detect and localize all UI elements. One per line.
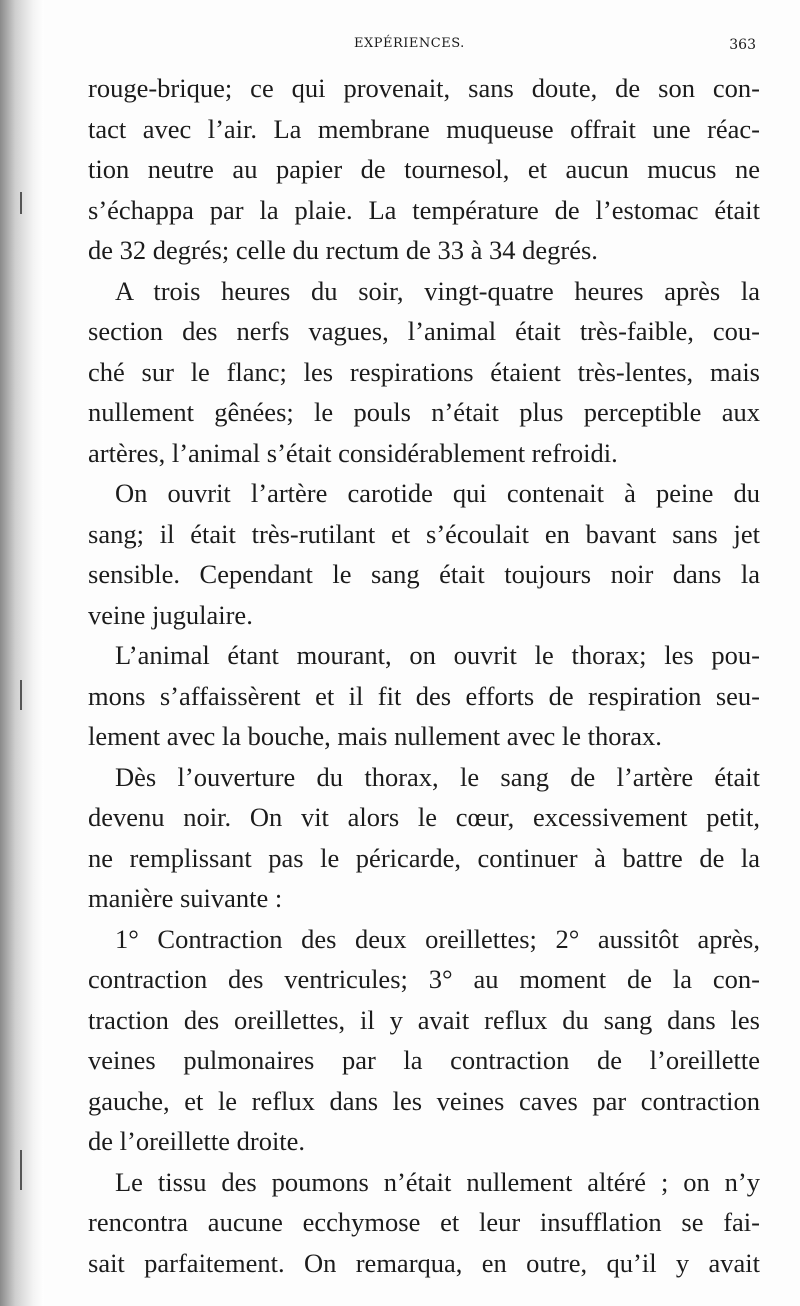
text-line: tion neutre au papier de tournesol, et aucun mucus ne xyxy=(88,154,760,184)
text-line: rouge-brique; ce qui provenait, sans doute, de son con- xyxy=(88,73,760,103)
page-header xyxy=(44,34,800,58)
binding-shadow xyxy=(0,0,44,1306)
text-line: section des nerfs vagues, l’animal était très-faible, cou- xyxy=(88,316,760,346)
text-line: gauche, et le reflux dans les veines caves par contraction xyxy=(88,1085,760,1116)
text-line: tact avec l’air. La membrane muqueuse offrait une réac- xyxy=(88,113,760,144)
text-line: Le tissu des poumons n’était nullement altéré ; on n’y xyxy=(115,1166,760,1197)
text-line: ché sur le flanc; les respirations étaient très-lentes, mais xyxy=(88,356,760,387)
text-line: On ouvrit l’artère carotide qui contenait à peine du xyxy=(115,478,760,508)
text-line: sang; il était très-rutilant et s’écoulait en bavant sans jet xyxy=(88,518,760,549)
book-page xyxy=(44,0,800,1306)
text-line: sait parfaitement. On remarqua, en outre, qu’il y avait xyxy=(88,1247,760,1278)
text-line: lement avec la bouche, mais nullement avec le thorax. xyxy=(88,721,662,751)
text-line: mons s’affaissèrent et il fit des efforts de respiration seu- xyxy=(88,680,760,711)
text-line: rencontra aucune ecchymose et leur insufflation se fai- xyxy=(88,1207,760,1237)
text-line: traction des oreillettes, il y avait reflux du sang dans les xyxy=(88,1004,760,1035)
page-number: 363 xyxy=(729,37,756,53)
text-line: nullement gênées; le pouls n’était plus perceptible aux xyxy=(88,397,760,427)
text-line: veines pulmonaires par la contraction de l’oreillette xyxy=(88,1045,760,1075)
margin-mark xyxy=(20,192,22,214)
text-line: manière suivante : xyxy=(88,883,283,913)
text-line: veine jugulaire. xyxy=(88,599,253,630)
text-line: A trois heures du soir, vingt-quatre heures après la xyxy=(115,275,760,306)
text-line: sensible. Cependant le sang était toujours noir dans la xyxy=(88,559,760,589)
text-line: L’animal étant mourant, on ouvrit le thorax; les pou- xyxy=(115,640,760,670)
text-line: devenu noir. On vit alors le cœur, excessivement petit, xyxy=(88,802,760,832)
text-line: contraction des ventricules; 3° au moment de la con- xyxy=(88,964,760,994)
margin-mark xyxy=(20,680,22,710)
text-line: de 32 degrés; celle du rectum de 33 à 34 degrés. xyxy=(88,235,598,265)
text-line: s’échappa par la plaie. La température de l’estomac était xyxy=(88,194,760,225)
text-line: de l’oreillette droite. xyxy=(88,1126,306,1156)
text-line: Dès l’ouverture du thorax, le sang de l’artère était xyxy=(115,761,760,792)
running-head: EXPÉRIENCES. xyxy=(354,36,465,51)
text-line: 1° Contraction des deux oreillettes; 2° aussitôt après, xyxy=(115,923,760,954)
text-line: ne remplissant pas le péricarde, continuer à battre de la xyxy=(88,842,760,873)
margin-mark xyxy=(20,1150,22,1190)
body-text xyxy=(88,68,760,1283)
text-line: artères, l’animal s’était considérablement refroidi. xyxy=(88,437,618,468)
